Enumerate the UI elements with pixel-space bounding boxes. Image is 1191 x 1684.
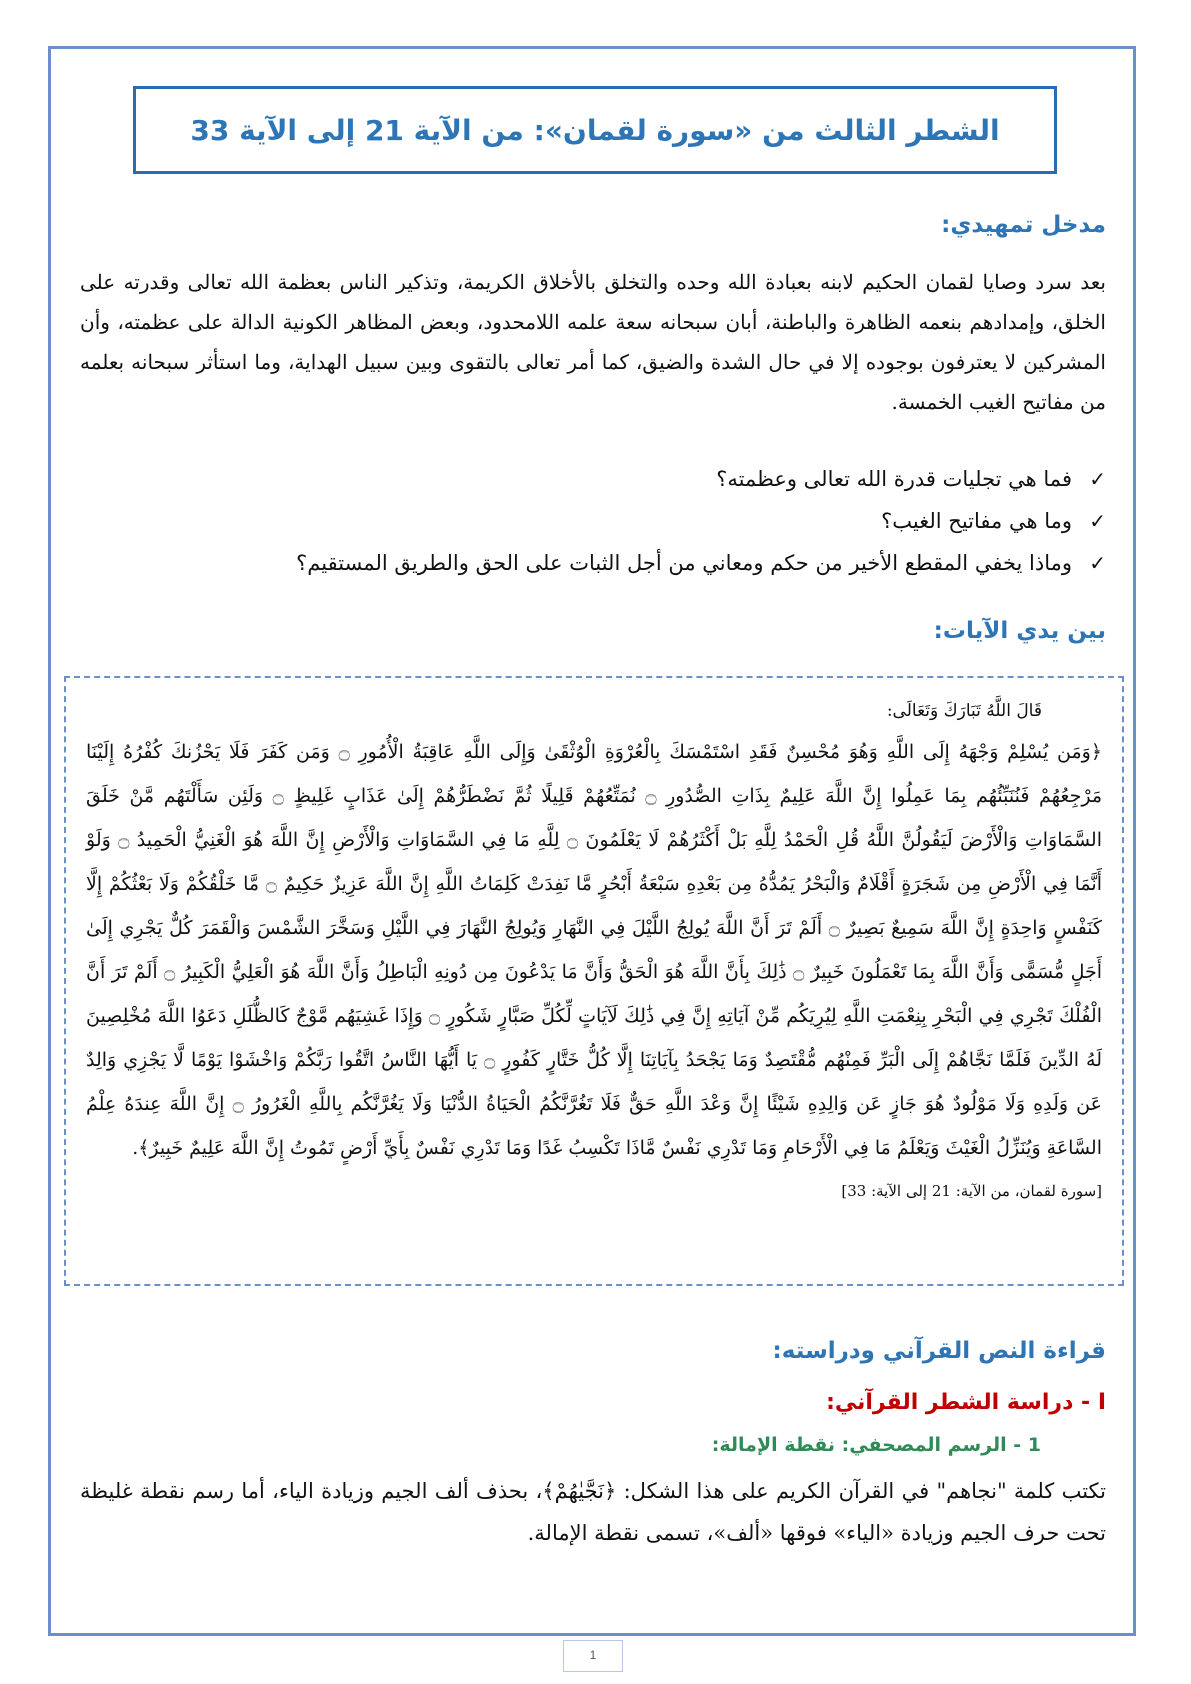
quran-intro: قَالَ اللَّهُ تَبَارَكَ وَتَعَالَى: (886, 701, 1042, 721)
quran-box (64, 676, 1124, 1286)
check-icon: ✓ (1089, 509, 1106, 533)
question-item (106, 458, 1106, 500)
verses-heading: بين يدي الآيات: (933, 618, 1106, 644)
imala-paragraph: تكتب كلمة "نجاهم" في القرآن الكريم على هذا الشكل: ﴿نَجَّيٰهُمْ﴾، بحذف ألف الجيم وزيادة الياء، أما رسم نقطة غليظة تحت حرف الجيم وزيادة «الياء» فوقها «ألف»، تسمى نقطة الإمالة. (80, 1479, 1106, 1545)
question-item (106, 542, 1106, 584)
section-1-heading: I - دراسة الشطر القرآني: (826, 1390, 1106, 1415)
question-text: فما هي تجليات قدرة الله تعالى وعظمته؟ (716, 467, 1072, 491)
page-title: الشطر الثالث من «سورة لقمان»: من الآية 21 إلى الآية 33 (190, 113, 1000, 147)
question-text: وماذا يخفي المقطع الأخير من حكم ومعاني من أجل الثبات على الحق والطريق المستقيم؟ (296, 551, 1072, 575)
question-text: وما هي مفاتيح الغيب؟ (881, 509, 1072, 533)
question-item (106, 500, 1106, 542)
check-icon: ✓ (1089, 467, 1106, 491)
title-box (133, 86, 1057, 174)
verse-source: [سورة لقمان، من الآية: 21 إلى الآية: 33] (841, 1182, 1102, 1200)
quran-verses: ﴿وَمَن يُسْلِمْ وَجْهَهُ إِلَى اللَّهِ وَهُوَ مُحْسِنٌ فَقَدِ اسْتَمْسَكَ بِالْعُرْوَةِ الْوُثْقَىٰ وَإِلَى اللَّهِ عَاقِبَةُ الْأُمُورِ ۝ وَمَن كَفَرَ فَلَا يَحْزُنكَ كُفْرُهُ إِلَيْنَا مَرْجِعُهُمْ فَنُنَبِّئُهُم بِمَا عَمِلُوا إِنَّ اللَّهَ عَلِيمٌ بِذَاتِ الصُّدُورِ ۝ نُمَتِّعُهُمْ قَلِيلًا ثُمَّ نَضْطَرُّهُمْ إِلَىٰ عَذَابٍ غَلِيظٍ ۝ وَلَئِن سَأَلْتَهُم مَّنْ خَلَقَ السَّمَاوَاتِ وَالْأَرْضَ لَيَقُولُنَّ اللَّهُ قُلِ الْحَمْدُ لِلَّهِ بَلْ أَكْثَرُهُمْ لَا يَعْلَمُونَ ۝ لِلَّهِ مَا فِي السَّمَاوَاتِ وَالْأَرْضِ إِنَّ اللَّهَ هُوَ الْغَنِيُّ الْحَمِيدُ ۝ وَلَوْ أَنَّمَا فِي الْأَرْضِ مِن شَجَرَةٍ أَقْلَامٌ وَالْبَحْرُ يَمُدُّهُ مِن بَعْدِهِ سَبْعَةُ أَبْحُرٍ مَّا نَفِدَتْ كَلِمَاتُ اللَّهِ إِنَّ اللَّهَ عَزِيزٌ حَكِيمٌ ۝ مَّا خَلْقُكُمْ وَلَا بَعْثُكُمْ إِلَّا كَنَفْسٍ وَاحِدَةٍ إِنَّ اللَّهَ سَمِيعٌ بَصِيرٌ ۝ أَلَمْ تَرَ أَنَّ اللَّهَ يُولِجُ اللَّيْلَ فِي النَّهَارِ وَيُولِجُ النَّهَارَ فِي اللَّيْلِ وَسَخَّرَ الشَّمْسَ وَالْقَمَرَ كُلٌّ يَجْرِي إِلَىٰ أَجَلٍ مُّسَمًّى وَأَنَّ اللَّهَ بِمَا تَعْمَلُونَ خَبِيرٌ ۝ ذَٰلِكَ بِأَنَّ اللَّهَ هُوَ الْحَقُّ وَأَنَّ مَا يَدْعُونَ مِن دُونِهِ الْبَاطِلُ وَأَنَّ اللَّهَ هُوَ الْعَلِيُّ الْكَبِيرُ ۝ أَلَمْ تَرَ أَنَّ الْفُلْكَ تَجْرِي فِي الْبَحْرِ بِنِعْمَتِ اللَّهِ لِيُرِيَكُم مِّنْ آيَاتِهِ إِنَّ فِي ذَٰلِكَ لَآيَاتٍ لِّكُلِّ صَبَّارٍ شَكُورٍ ۝ وَإِذَا غَشِيَهُم مَّوْجٌ كَالظُّلَلِ دَعَوُا اللَّهَ مُخْلِصِينَ لَهُ الدِّينَ فَلَمَّا نَجَّاهُمْ إِلَى الْبَرِّ فَمِنْهُم مُّقْتَصِدٌ وَمَا يَجْحَدُ بِآيَاتِنَا إِلَّا كُلُّ خَتَّارٍ كَفُورٍ ۝ يَا أَيُّهَا النَّاسُ اتَّقُوا رَبَّكُمْ وَاخْشَوْا يَوْمًا لَّا يَجْزِي وَالِدٌ عَن وَلَدِهِ وَلَا مَوْلُودٌ هُوَ جَازٍ عَن وَالِدِهِ شَيْئًا إِنَّ وَعْدَ اللَّهِ حَقٌّ فَلَا تَغُرَّنَّكُمُ الْحَيَاةُ الدُّنْيَا وَلَا يَغُرَّنَّكُم بِاللَّهِ الْغَرُورُ ۝ إِنَّ اللَّهَ عِندَهُ عِلْمُ السَّاعَةِ وَيُنَزِّلُ الْغَيْثَ وَيَعْلَمُ مَا فِي الْأَرْحَامِ وَمَا تَدْرِي نَفْسٌ مَّاذَا تَكْسِبُ غَدًا وَمَا تَدْرِي نَفْسٌ بِأَيِّ أَرْضٍ تَمُوتُ إِنَّ اللَّهَ عَلِيمٌ خَبِيرٌ﴾. (86, 741, 1103, 1159)
questions-list (106, 458, 1106, 584)
study-heading: قراءة النص القرآني ودراسته: (772, 1338, 1106, 1364)
intro-heading: مدخل تمهيدي: (941, 212, 1106, 238)
page-number: 1 (563, 1640, 623, 1672)
subsection-1-heading: 1 - الرسم المصحفي: نقطة الإمالة: (711, 1434, 1041, 1456)
intro-paragraph: بعد سرد وصايا لقمان الحكيم لابنه بعبادة الله وحده والتخلق بالأخلاق الكريمة، وتذكير الناس بعظمة الله تعالى وقدرته على الخلق، وإمدادهم بنعمه الظاهرة والباطنة، أبان سبحانه سعة علمه اللامحدود، وبعض المظاهر الكونية الدالة على عظمته، وأن المشركين لا يعترفون بوجوده إلا في حال الشدة والضيق، كما أمر تعالى بالتقوى وبين سبيل الهداية، وما استأثر سبحانه بعلمه من مفاتيح الغيب الخمسة. (80, 270, 1106, 414)
check-icon: ✓ (1089, 551, 1106, 575)
